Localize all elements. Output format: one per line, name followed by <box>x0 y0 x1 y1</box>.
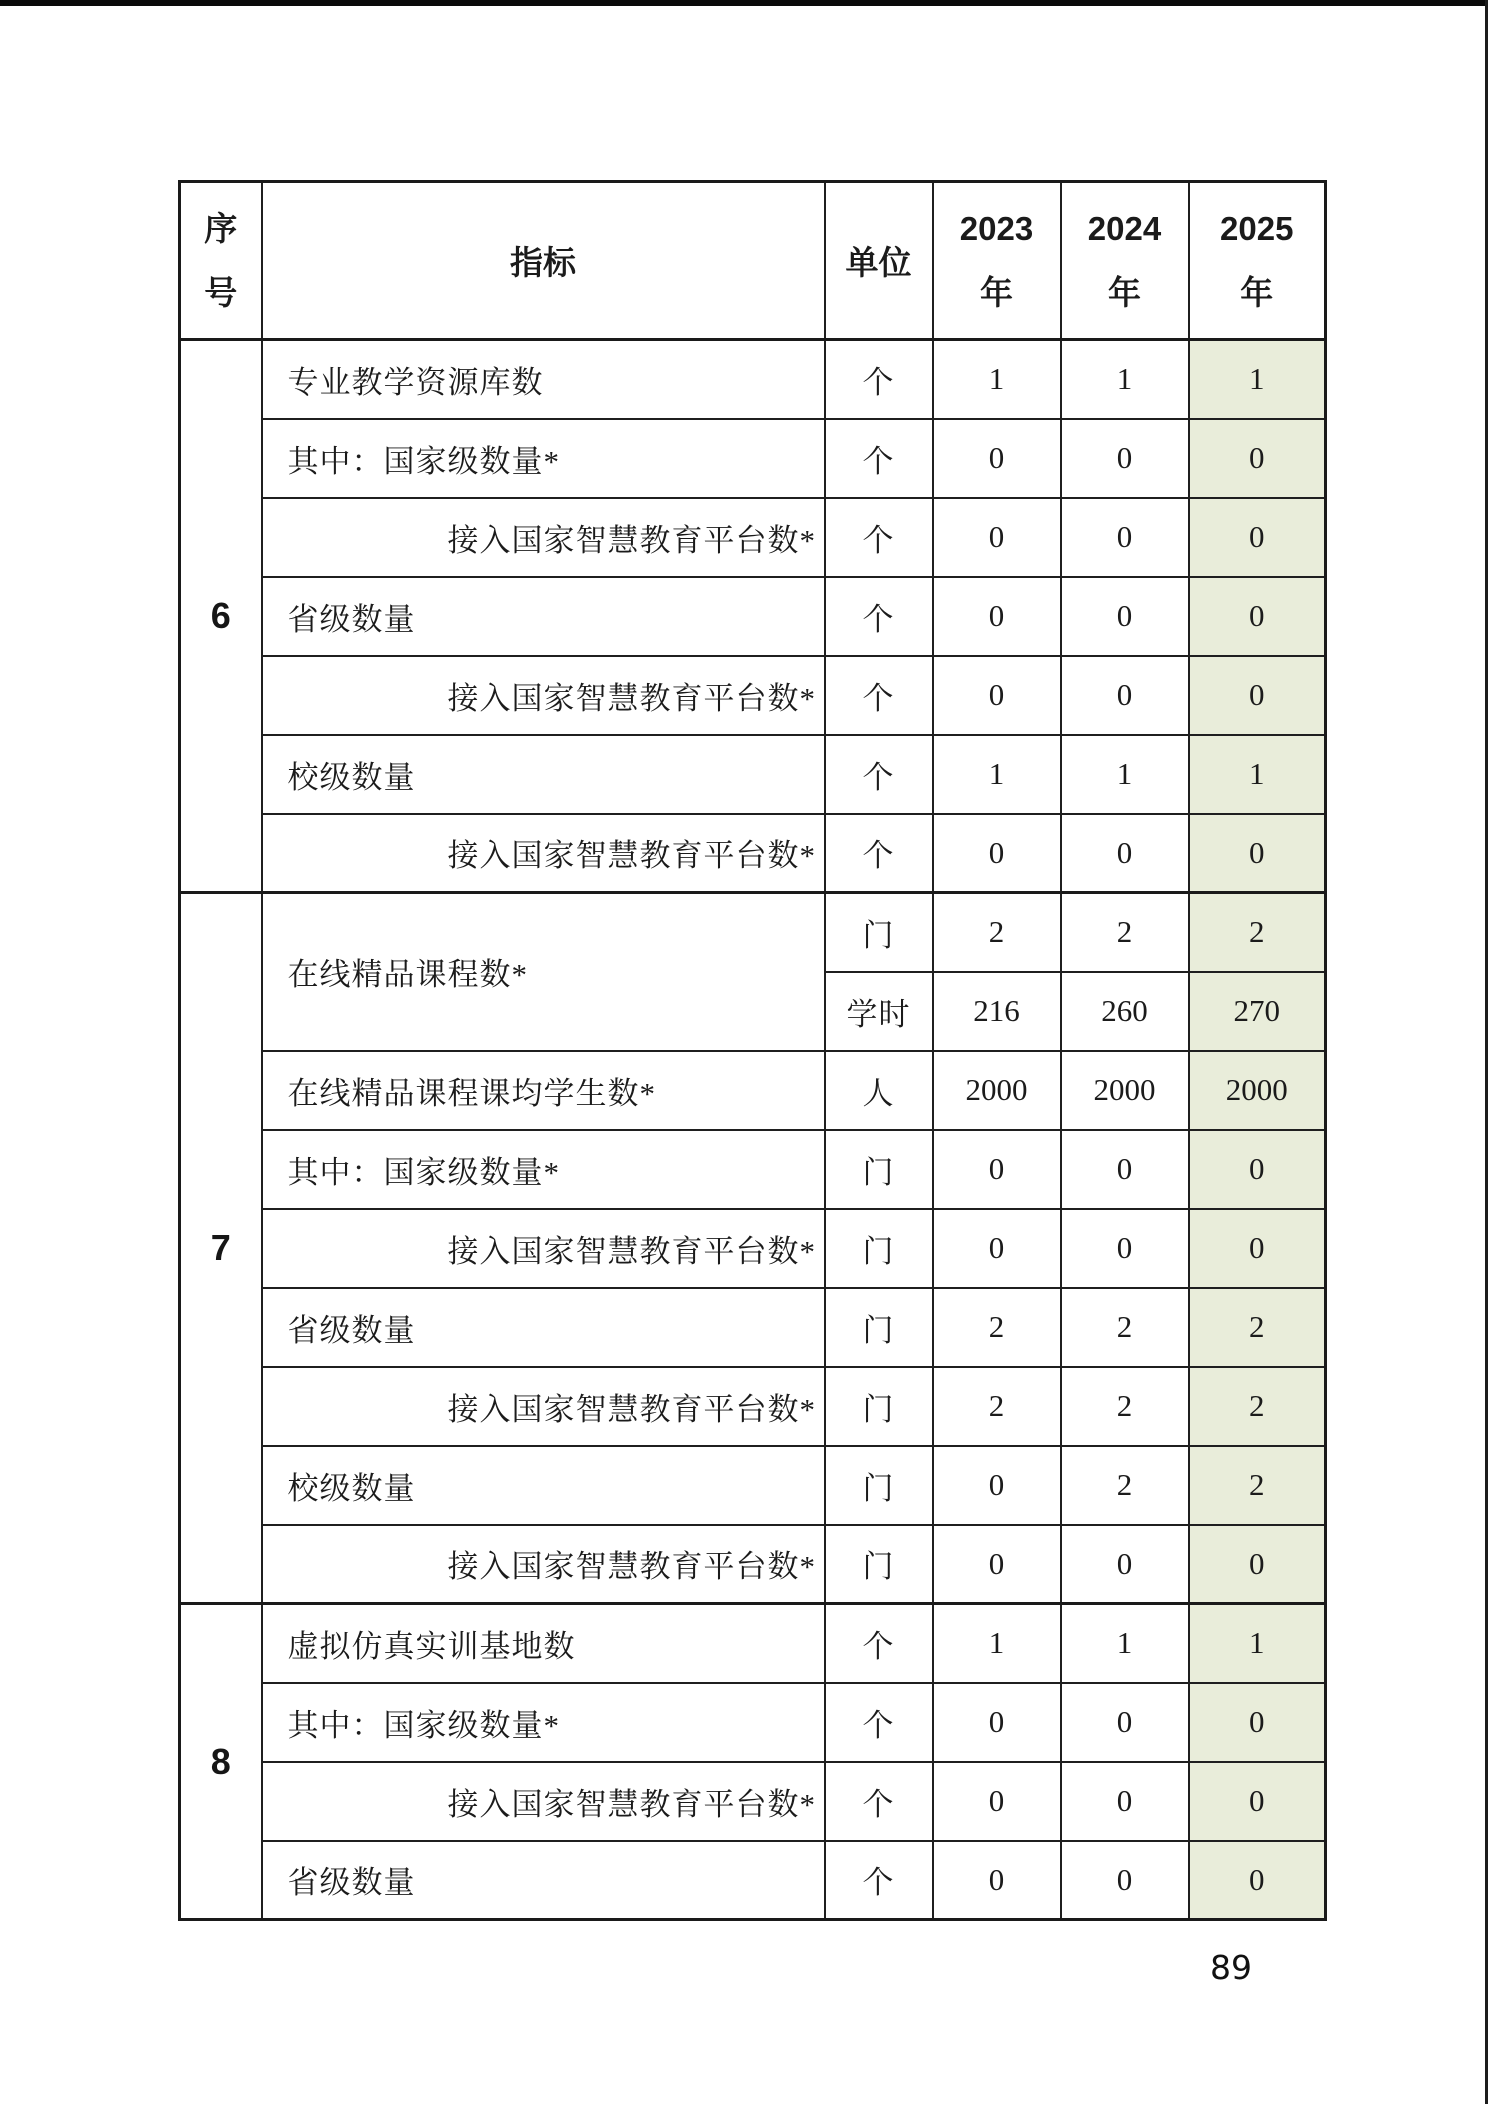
indicator-label-cell: 校级数量 <box>262 735 825 814</box>
value-cell-2023: 0 <box>933 1446 1061 1525</box>
value-cell-2024: 0 <box>1061 814 1189 893</box>
indicator-label-cell: 接入国家智慧教育平台数* <box>262 1367 825 1446</box>
table-row <box>180 1604 1326 1683</box>
value-cell-2025: 0 <box>1189 1683 1326 1762</box>
indicator-label-cell: 其中：国家级数量* <box>262 1130 825 1209</box>
section-index-cell: 8 <box>180 1604 262 1920</box>
indicator-label-cell: 在线精品课程课均学生数* <box>262 1051 825 1130</box>
unit-cell: 个 <box>825 340 933 419</box>
table-row <box>180 340 1326 419</box>
value-cell-2024: 260 <box>1061 972 1189 1051</box>
value-cell-2025: 0 <box>1189 1525 1326 1604</box>
header-col-year-2023 <box>933 182 1061 340</box>
value-cell-2024: 0 <box>1061 1762 1189 1841</box>
unit-cell: 门 <box>825 1209 933 1288</box>
value-cell-2024: 2 <box>1061 1367 1189 1446</box>
value-cell-2025: 2 <box>1189 1288 1326 1367</box>
indicator-label-cell: 接入国家智慧教育平台数* <box>262 1525 825 1604</box>
value-cell-2023: 216 <box>933 972 1061 1051</box>
unit-cell: 个 <box>825 735 933 814</box>
header-col-index <box>180 182 262 340</box>
table-row <box>180 735 1326 814</box>
value-cell-2025: 0 <box>1189 419 1326 498</box>
value-cell-2025: 2 <box>1189 893 1326 972</box>
value-cell-2025: 1 <box>1189 1604 1326 1683</box>
value-cell-2023: 0 <box>933 1683 1061 1762</box>
value-cell-2024: 2000 <box>1061 1051 1189 1130</box>
page-number: 89 <box>1210 1948 1252 1987</box>
value-cell-2023: 0 <box>933 577 1061 656</box>
unit-cell: 个 <box>825 1762 933 1841</box>
value-cell-2025: 0 <box>1189 1841 1326 1920</box>
value-cell-2023: 0 <box>933 814 1061 893</box>
indicator-label-cell: 专业教学资源库数 <box>262 340 825 419</box>
indicator-label-cell: 接入国家智慧教育平台数* <box>262 656 825 735</box>
unit-cell: 门 <box>825 1525 933 1604</box>
value-cell-2023: 1 <box>933 340 1061 419</box>
table-row <box>180 1525 1326 1604</box>
table-row <box>180 1051 1326 1130</box>
value-cell-2023: 0 <box>933 1841 1061 1920</box>
unit-cell: 门 <box>825 1446 933 1525</box>
value-cell-2024: 0 <box>1061 1130 1189 1209</box>
table-row <box>180 1130 1326 1209</box>
section-index-cell: 7 <box>180 893 262 1604</box>
table-row <box>180 1209 1326 1288</box>
value-cell-2024: 0 <box>1061 498 1189 577</box>
unit-cell: 个 <box>825 577 933 656</box>
unit-cell: 学时 <box>825 972 933 1051</box>
value-cell-2025: 0 <box>1189 1762 1326 1841</box>
table-row <box>180 1446 1326 1525</box>
value-cell-2024: 2 <box>1061 893 1189 972</box>
header-col-indicator: 指标 <box>262 182 825 340</box>
table-row <box>180 814 1326 893</box>
value-cell-2025: 1 <box>1189 340 1326 419</box>
unit-cell: 个 <box>825 419 933 498</box>
unit-cell: 门 <box>825 893 933 972</box>
year-suffix: 年 <box>1240 273 1274 311</box>
value-cell-2025: 1 <box>1189 735 1326 814</box>
indicator-table <box>178 180 1327 1921</box>
page-top-edge <box>0 0 1488 6</box>
indicator-label-cell: 接入国家智慧教育平台数* <box>262 814 825 893</box>
table-row <box>180 1367 1326 1446</box>
value-cell-2023: 2000 <box>933 1051 1061 1130</box>
indicator-label-cell: 省级数量 <box>262 1288 825 1367</box>
table-row <box>180 577 1326 656</box>
value-cell-2023: 0 <box>933 1130 1061 1209</box>
value-cell-2024: 2 <box>1061 1288 1189 1367</box>
value-cell-2025: 0 <box>1189 814 1326 893</box>
value-cell-2023: 0 <box>933 498 1061 577</box>
value-cell-2024: 0 <box>1061 656 1189 735</box>
table-row <box>180 419 1326 498</box>
indicator-label-cell: 在线精品课程数* <box>262 893 825 1051</box>
table-row <box>180 656 1326 735</box>
value-cell-2025: 0 <box>1189 1130 1326 1209</box>
value-cell-2025: 2 <box>1189 1446 1326 1525</box>
value-cell-2024: 0 <box>1061 1683 1189 1762</box>
unit-cell: 门 <box>825 1367 933 1446</box>
unit-cell: 个 <box>825 1604 933 1683</box>
value-cell-2024: 1 <box>1061 735 1189 814</box>
indicator-label-cell: 接入国家智慧教育平台数* <box>262 498 825 577</box>
value-cell-2025: 2 <box>1189 1367 1326 1446</box>
indicator-label-cell: 校级数量 <box>262 1446 825 1525</box>
value-cell-2025: 0 <box>1189 498 1326 577</box>
indicator-label-cell: 虚拟仿真实训基地数 <box>262 1604 825 1683</box>
value-cell-2024: 2 <box>1061 1446 1189 1525</box>
value-cell-2024: 1 <box>1061 340 1189 419</box>
indicator-label-cell: 省级数量 <box>262 1841 825 1920</box>
unit-cell: 人 <box>825 1051 933 1130</box>
value-cell-2024: 0 <box>1061 577 1189 656</box>
value-cell-2023: 0 <box>933 1525 1061 1604</box>
value-cell-2023: 2 <box>933 1367 1061 1446</box>
value-cell-2025: 0 <box>1189 656 1326 735</box>
value-cell-2023: 0 <box>933 656 1061 735</box>
unit-cell: 个 <box>825 1841 933 1920</box>
table-row <box>180 1683 1326 1762</box>
header-col-unit: 单位 <box>825 182 933 340</box>
header-col-year-2024 <box>1061 182 1189 340</box>
table-row <box>180 893 1326 972</box>
table-row <box>180 1288 1326 1367</box>
value-cell-2024: 0 <box>1061 1841 1189 1920</box>
year-suffix: 年 <box>980 273 1013 311</box>
unit-cell: 个 <box>825 1683 933 1762</box>
year-number: 2023 <box>959 209 1034 247</box>
value-cell-2025: 2000 <box>1189 1051 1326 1130</box>
value-cell-2025: 0 <box>1189 1209 1326 1288</box>
table-row <box>180 1762 1326 1841</box>
value-cell-2024: 0 <box>1061 419 1189 498</box>
value-cell-2024: 0 <box>1061 1525 1189 1604</box>
value-cell-2025: 0 <box>1189 577 1326 656</box>
unit-cell: 个 <box>825 656 933 735</box>
header-col-year-2025 <box>1189 182 1326 340</box>
value-cell-2025: 270 <box>1189 972 1326 1051</box>
value-cell-2023: 0 <box>933 419 1061 498</box>
indicator-label-cell: 其中：国家级数量* <box>262 419 825 498</box>
indicator-label-cell: 省级数量 <box>262 577 825 656</box>
header-index-line1: 序 <box>204 209 238 247</box>
value-cell-2023: 0 <box>933 1209 1061 1288</box>
value-cell-2023: 0 <box>933 1762 1061 1841</box>
unit-cell: 门 <box>825 1288 933 1367</box>
year-number: 2025 <box>1220 209 1294 247</box>
table-row <box>180 1841 1326 1920</box>
indicator-label-cell: 接入国家智慧教育平台数* <box>262 1762 825 1841</box>
value-cell-2023: 1 <box>933 1604 1061 1683</box>
indicator-label-cell: 其中：国家级数量* <box>262 1683 825 1762</box>
value-cell-2023: 2 <box>933 893 1061 972</box>
unit-cell: 个 <box>825 814 933 893</box>
value-cell-2023: 1 <box>933 735 1061 814</box>
year-number: 2024 <box>1087 209 1162 247</box>
table-header-row <box>180 182 1326 340</box>
value-cell-2024: 0 <box>1061 1209 1189 1288</box>
table-row <box>180 498 1326 577</box>
value-cell-2023: 2 <box>933 1288 1061 1367</box>
unit-cell: 门 <box>825 1130 933 1209</box>
header-index-line2: 号 <box>204 273 238 311</box>
value-cell-2024: 1 <box>1061 1604 1189 1683</box>
unit-cell: 个 <box>825 498 933 577</box>
section-index-cell: 6 <box>180 340 262 893</box>
year-suffix: 年 <box>1108 273 1141 311</box>
indicator-label-cell: 接入国家智慧教育平台数* <box>262 1209 825 1288</box>
